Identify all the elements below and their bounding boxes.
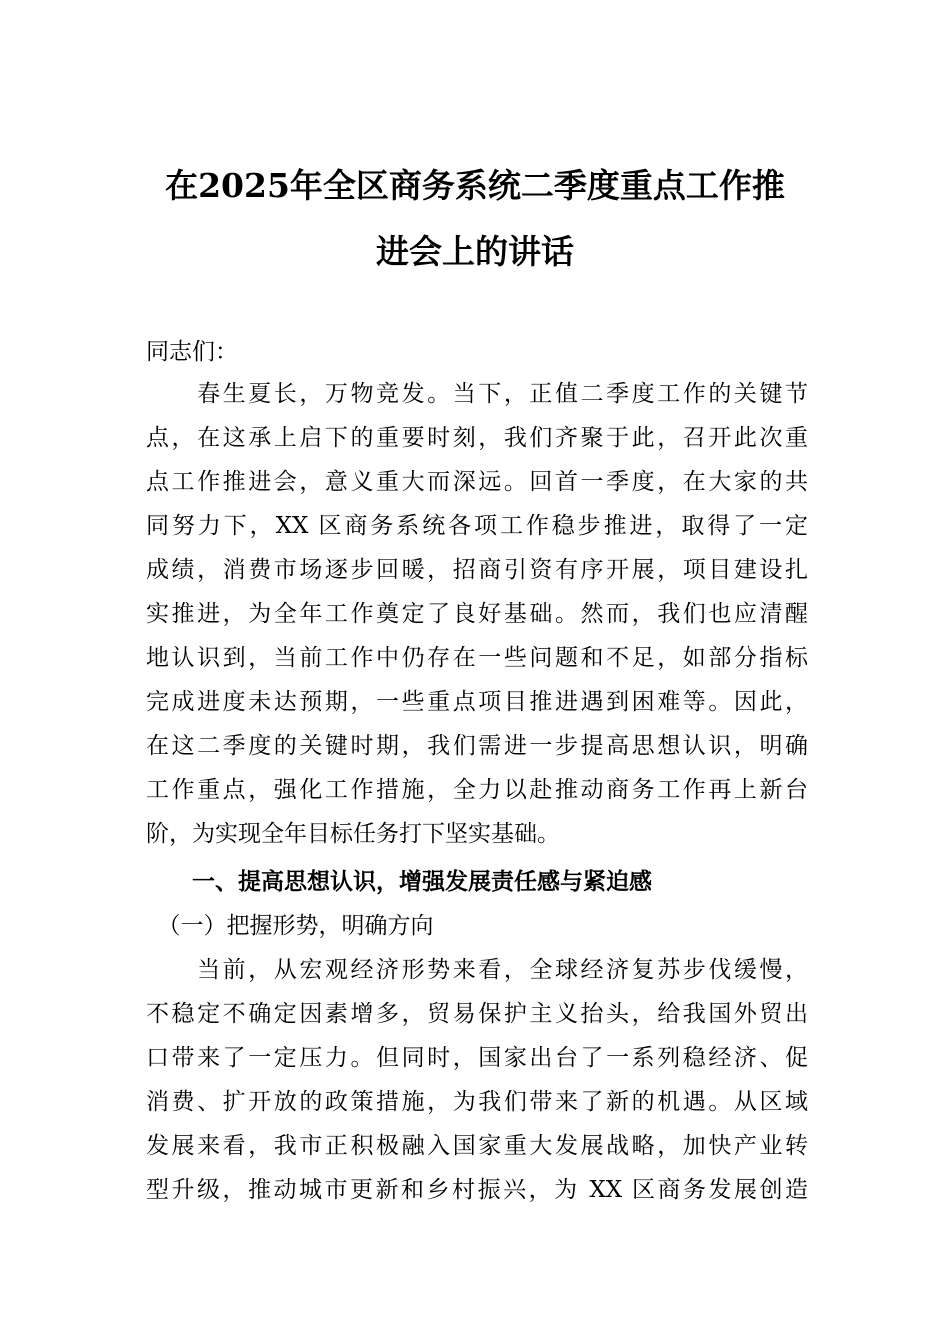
salutation: 同志们：	[146, 339, 238, 365]
intro-line: 点，在这承上启下的重要时刻，我们齐聚于此，召开此次重	[146, 425, 808, 451]
intro-line: 阶，为实现全年目标任务打下坚实基础。	[146, 821, 560, 847]
document-title-line-2: 进会上的讲话	[376, 232, 574, 271]
intro-line: 成绩，消费市场逐步回暖，招商引资有序开展，项目建设扎	[146, 557, 808, 583]
subsection-heading: （一）把握形势，明确方向	[146, 913, 434, 939]
intro-line: 工作重点，强化工作措施，全力以赴推动商务工作再上新台	[146, 777, 808, 803]
section-heading: 一、提高思想认识，增强发展责任感与紧迫感	[146, 869, 652, 895]
intro-line: 春生夏长，万物竞发。当下，正值二季度工作的关键节	[146, 381, 808, 407]
intro-line: 同努力下，XX 区商务系统各项工作稳步推进，取得了一定	[146, 513, 808, 539]
body-line: 口带来了一定压力。但同时，国家出台了一系列稳经济、促	[146, 1045, 808, 1071]
intro-line: 实推进，为全年工作奠定了良好基础。然而，我们也应清醒	[146, 601, 808, 627]
body-line: 不稳定不确定因素增多，贸易保护主义抬头，给我国外贸出	[146, 1001, 808, 1027]
body-line: 消费、扩开放的政策措施，为我们带来了新的机遇。从区域	[146, 1089, 808, 1115]
intro-line: 完成进度未达预期，一些重点项目推进遇到困难等。因此，	[146, 689, 808, 715]
intro-line: 在这二季度的关键时期，我们需进一步提高思想认识，明确	[146, 733, 808, 759]
body-line: 当前，从宏观经济形势来看，全球经济复苏步伐缓慢，	[146, 957, 808, 983]
body-line: 发展来看，我市正积极融入国家重大发展战略，加快产业转	[146, 1133, 808, 1159]
intro-line: 点工作推进会，意义重大而深远。回首一季度，在大家的共	[146, 469, 808, 495]
document-title-line-1: 在2025年全区商务系统二季度重点工作推	[165, 166, 785, 205]
intro-line: 地认识到，当前工作中仍存在一些问题和不足，如部分指标	[146, 645, 808, 671]
body-line: 型升级，推动城市更新和乡村振兴，为 XX 区商务发展创造	[146, 1177, 808, 1203]
